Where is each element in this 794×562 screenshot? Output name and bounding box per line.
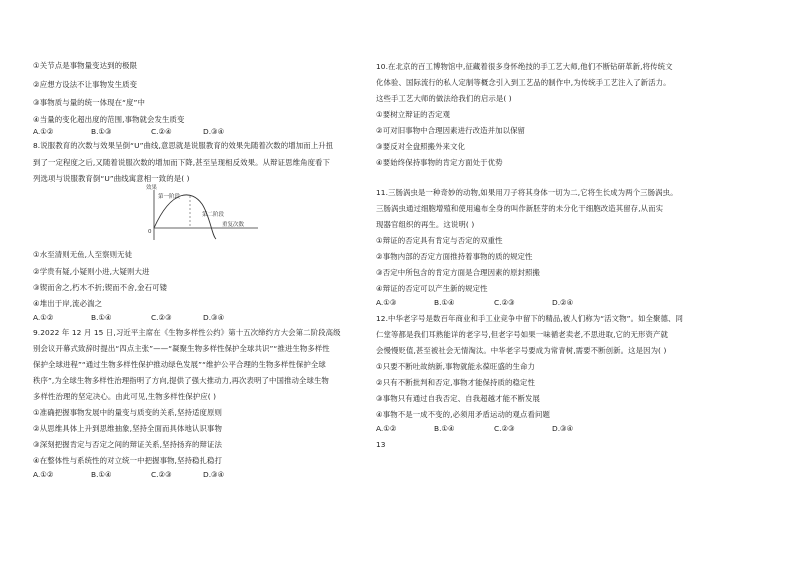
q9-stem-line-5: 多样性治理的坚定决心。由此可见,生物多样性保护应( ) xyxy=(33,392,217,401)
q11-stem-line-3: 现器官组织的再生。这说明( ) xyxy=(376,220,475,229)
q11-choice-1: ①辩证的否定具有肯定与否定的双重性 xyxy=(376,236,503,245)
q8-option-a: A.①② xyxy=(33,313,54,322)
q12-choice-2: ②只有不断批判和否定,事物才能保持质的稳定性 xyxy=(376,378,535,387)
q7-choice-3: ③事物质与量的统一体现在“度”中 xyxy=(33,98,145,107)
q7-option-b: B.①③ xyxy=(91,127,112,136)
q8-stem-line-1: 8.说服教育的次数与效果呈倒“U”曲线,意思就是说服教育的效果先随着次数的增加而上升扭 xyxy=(33,141,334,150)
q10-choice-2: ②可对旧事物中合理因素进行改造并加以保留 xyxy=(376,126,526,135)
q7-choice-2: ②应想方设法不让事物发生质变 xyxy=(33,80,138,89)
q9-stem-line-2: 别会议开幕式致辞时提出“四点主张”——“凝聚生物多样性保护全球共识”“推进生物多样性 xyxy=(33,344,330,353)
q8-choice-4: ④堆出于岸,流必湍之 xyxy=(33,299,103,308)
q9-choice-2: ②从思维具体上升到思维抽象,坚持全面而具体地认识事物 xyxy=(33,424,222,433)
x-axis-label: 重复次数 xyxy=(222,222,245,228)
q7-choice-4: ④当量的变化超出度的范围,事物就会发生质变 xyxy=(33,115,185,124)
q8-choice-3: ③锲而舍之,朽木不折;锲而不舍,金石可镂 xyxy=(33,283,168,292)
q10-choice-4: ④要始终保持事物的肯定方面处于优势 xyxy=(376,158,503,167)
q9-option-d: D.③④ xyxy=(203,470,225,479)
q10-stem-line-2: 化体验、国际流行的私人定制等概念引入到工艺品的制作中,为传统手工艺注入了新活力。 xyxy=(376,78,671,87)
q9-option-c: C.②③ xyxy=(151,470,172,479)
q8-stem-line-2: 到了一定程度之后,又随着说服次数的增加而下降,甚至呈现相反效果。从辩证思维角度看下 xyxy=(33,158,331,167)
q11-choice-3: ③否定中所包含的肯定方面是合理因素的原封照搬 xyxy=(376,268,541,277)
q7-choice-1: ①关节点是事物量变达到的极限 xyxy=(33,61,138,70)
y-axis-label: 效果 xyxy=(146,185,158,191)
stage1-label: 第一阶段 xyxy=(158,194,181,200)
q11-option-a: A.①③ xyxy=(376,298,397,307)
q8-choice-1: ①水至清则无鱼,人至察则无徒 xyxy=(33,250,133,259)
q10-stem-line-1: 10.在北京的百工博物馆中,征藏着很多身怀绝技的手工艺大师,他们不断钻研革新,将传统文 xyxy=(376,62,673,71)
q8-option-c: C.②③ xyxy=(151,313,172,322)
q12-option-a: A.①② xyxy=(376,424,397,433)
q8-u-curve-figure xyxy=(140,184,270,242)
q11-stem-line-1: 11.三肠涡虫是一种奇妙的动物,如果用刀子将其身体一切为二,它将生长成为两个三肠涡虫。 xyxy=(376,188,678,197)
q11-choice-4: ④辩证的否定可以产生新的规定性 xyxy=(376,284,488,293)
q9-stem-line-4: 秩序”,为全球生物多样性治理指明了方向,提供了强大推动力,再次表明了中国推动全球生物 xyxy=(33,376,329,385)
origin-label: 0 xyxy=(148,229,152,235)
q11-option-d: D.②④ xyxy=(552,298,574,307)
stage2-label: 第二阶段 xyxy=(202,212,225,218)
q11-options xyxy=(376,298,716,308)
q9-choice-4: ④在整体性与系统性的对立统一中把握事物,坚持稳扎稳打 xyxy=(33,456,222,465)
q9-option-a: A.①② xyxy=(33,470,54,479)
q12-choice-1: ①只要不断吐故纳新,事物就能永葆旺盛的生命力 xyxy=(376,362,535,371)
q12-stem-line-3: 会慢慢贬值,甚至被社会无情淘汰。中华老字号要成为常青树,需要不断创新。这是因为( ) xyxy=(376,346,667,355)
q8-stem-line-3: 列选项与说服教育倒“U”曲线寓意相一致的是( ) xyxy=(33,174,190,183)
q7-option-d: D.③④ xyxy=(203,127,225,136)
q7-option-c: C.②④ xyxy=(151,127,172,136)
q12-stem-line-2: 仁堂等都是我们耳熟能详的老字号,但老字号如果一味循老卖老,不思进取,它的无形资产就 xyxy=(376,330,668,339)
q9-choice-3: ③深刻把握肯定与否定之间的辩证关系,坚持扬弃的辩证法 xyxy=(33,440,222,449)
q9-stem-line-3: 保护全球进程”“通过生物多样性保护推动绿色发展”“维护公平合理的生物多样性保护全球 xyxy=(33,360,326,369)
q11-stem-line-2: 三肠涡虫通过细胞增殖和使用遍布全身的叫作新胚芽的未分化干细胞改造其留存,从而实 xyxy=(376,204,664,213)
q12-choice-4: ④事物不是一成不变的,必须用矛盾运动的观点看问题 xyxy=(376,410,550,419)
q10-choice-3: ③要反对全盘照搬外来文化 xyxy=(376,142,466,151)
q8-choice-2: ②学贵有疑,小疑则小进,大疑则大进 xyxy=(33,267,150,276)
q12-option-b: B.①④ xyxy=(434,424,455,433)
q10-choice-1: ①要树立辩证的否定观 xyxy=(376,110,451,119)
q12-stem-line-1: 12.中华老字号是数百年商业和手工业竞争中留下的精品,被人们称为“活文物”。如全聚德、同 xyxy=(376,314,684,323)
q9-options xyxy=(33,470,373,480)
q12-choice-3: ③事物只有通过自我否定、自我超越才能不断发展 xyxy=(376,394,541,403)
q7-option-a: A.①② xyxy=(33,127,54,136)
q8-options xyxy=(33,313,373,323)
q11-option-c: C.②③ xyxy=(494,298,515,307)
q10-stem-line-3: 这些手工艺大师的做法给我们的启示是( ) xyxy=(376,94,512,103)
q11-choice-2: ②事物内部的否定方面推持着事物的质的规定性 xyxy=(376,252,533,261)
q9-stem-line-1: 9.2022 年 12 月 15 日,习近平主席在《生物多样性公约》第十五次缔约方大会第二阶段高级 xyxy=(33,328,341,337)
q12-option-d: D.③④ xyxy=(552,424,574,433)
q7-options xyxy=(33,127,373,137)
q13-number: 13 xyxy=(376,440,386,449)
q9-option-b: B.①④ xyxy=(91,470,112,479)
q8-option-b: B.①④ xyxy=(91,313,112,322)
q9-choice-1: ①准确把握事物发展中的量变与质变的关系,坚持适度原则 xyxy=(33,408,222,417)
q11-option-b: B.①④ xyxy=(434,298,455,307)
q8-option-d: D.③④ xyxy=(203,313,225,322)
q12-option-c: C.②③ xyxy=(494,424,515,433)
q12-options xyxy=(376,424,716,434)
